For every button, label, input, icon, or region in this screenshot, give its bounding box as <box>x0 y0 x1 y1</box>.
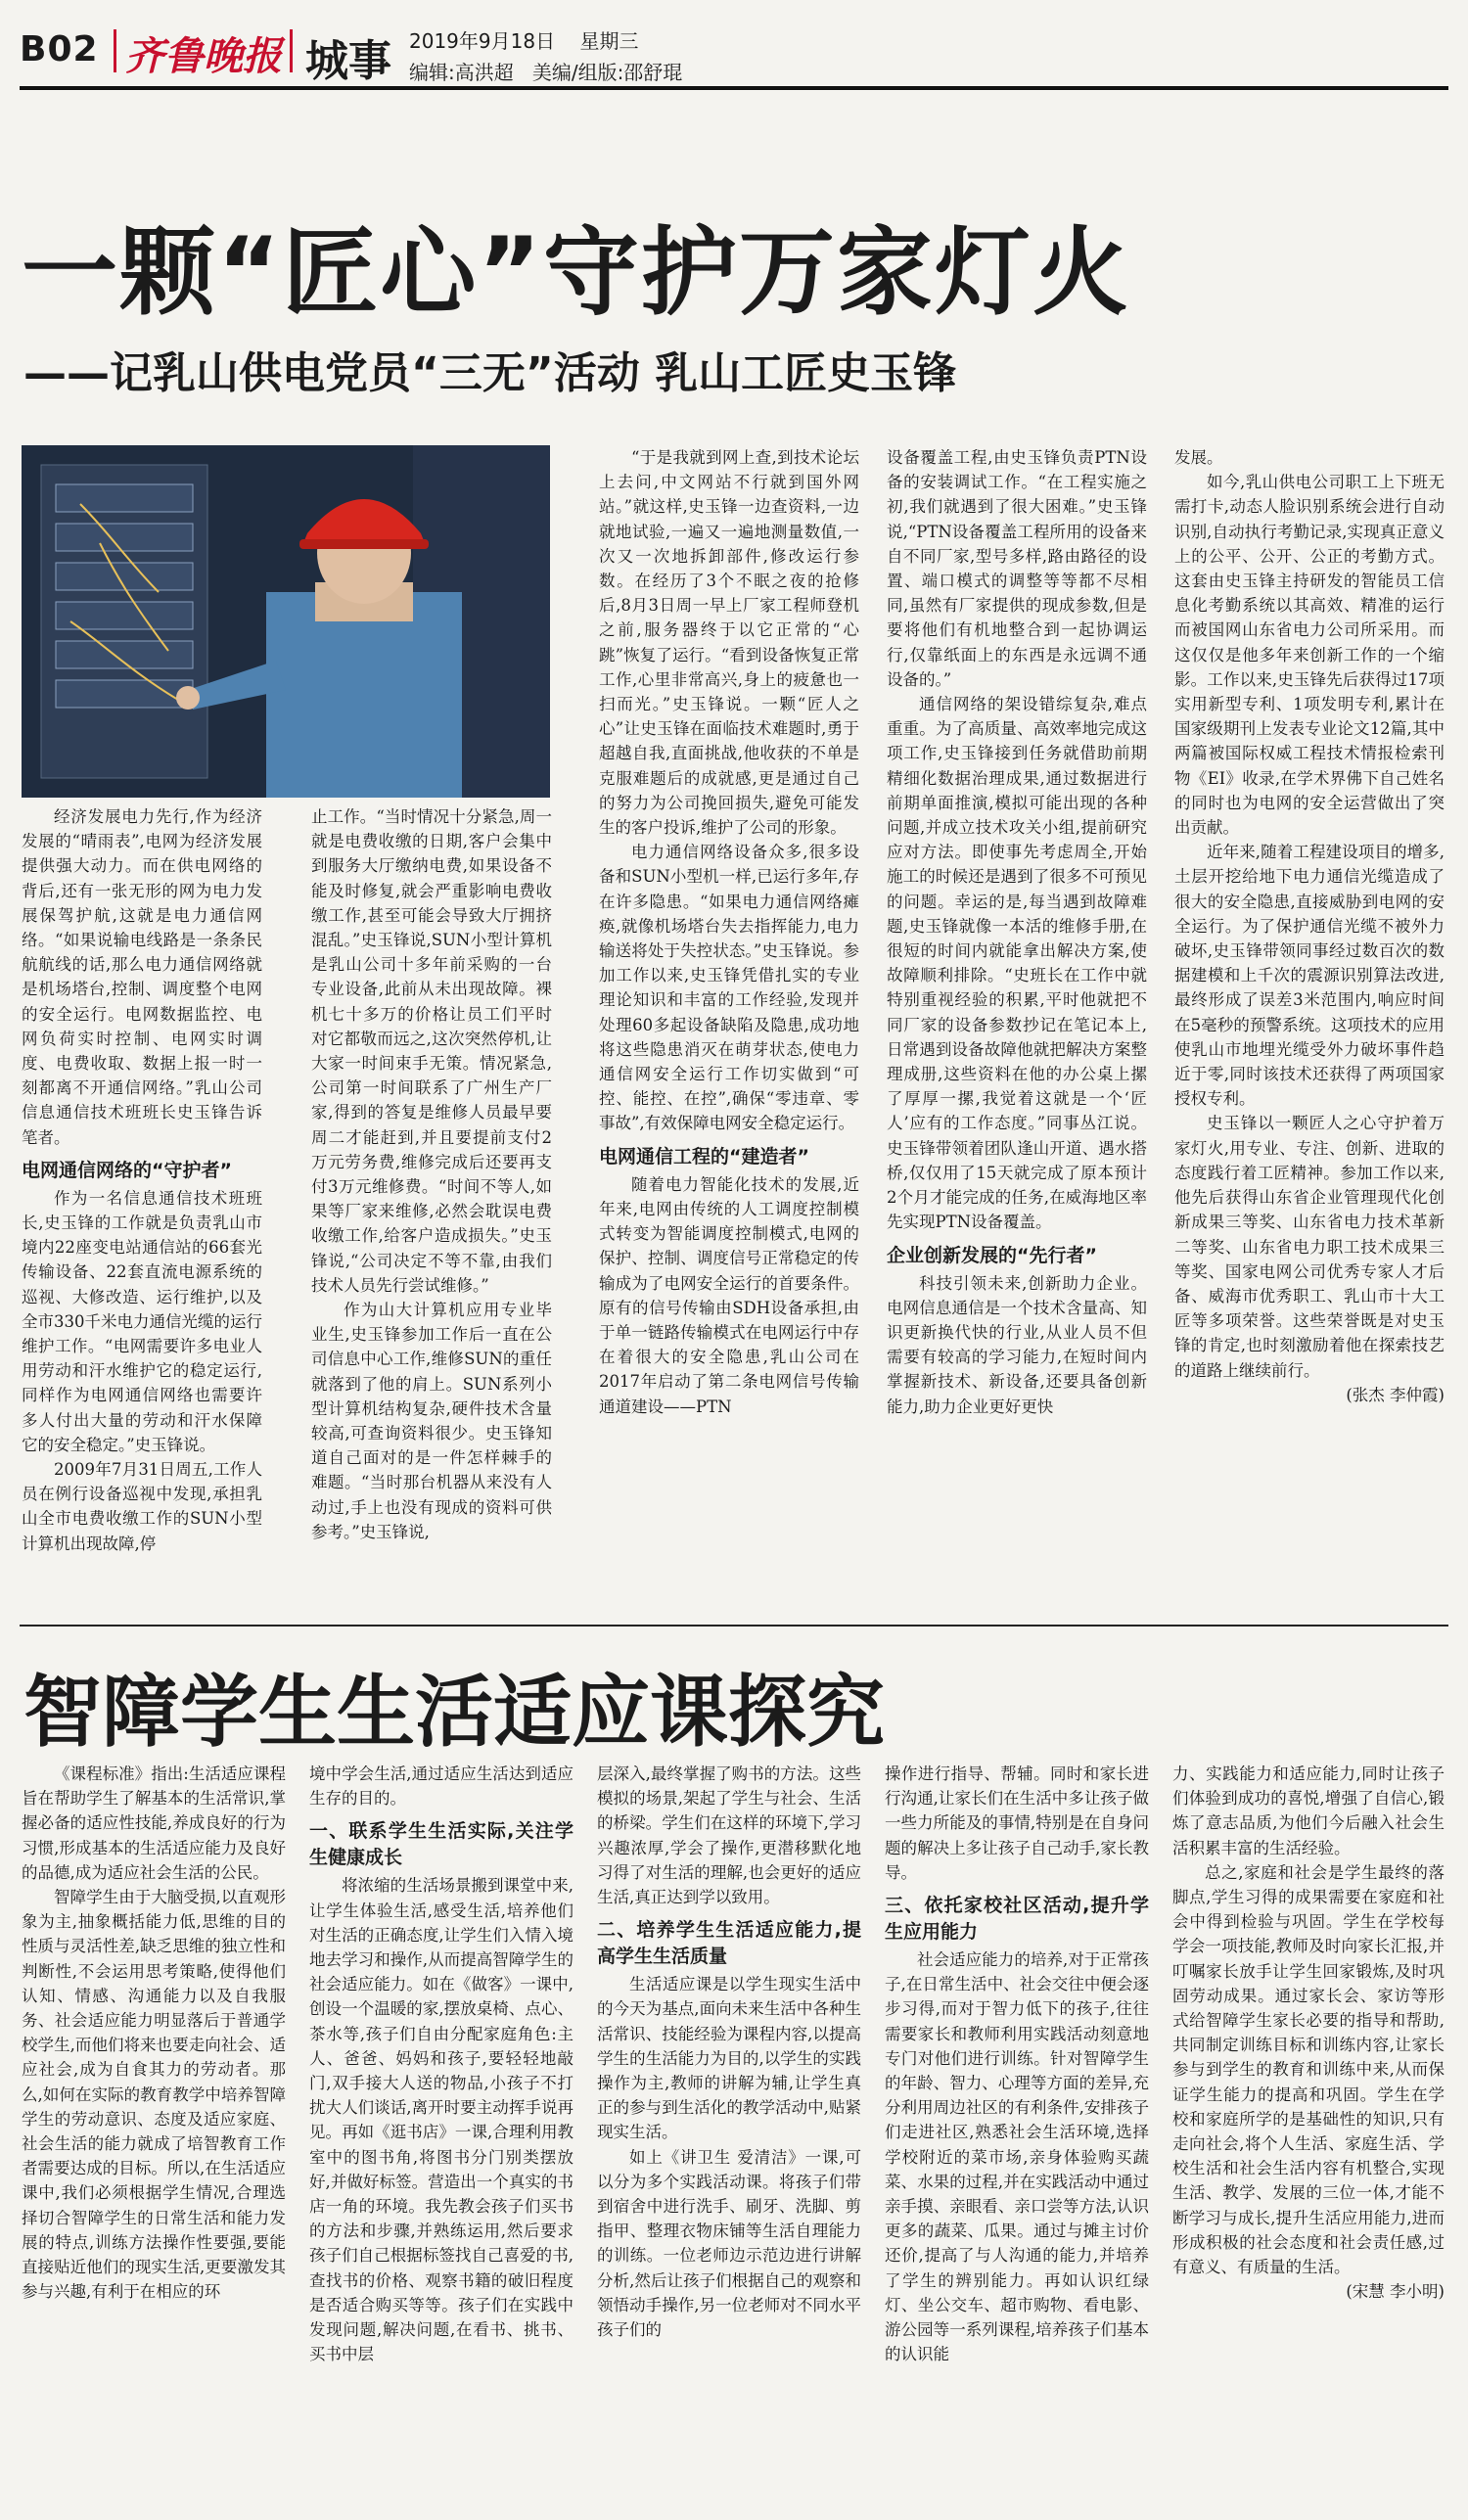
issue-weekday: 星期三 <box>579 29 639 53</box>
paragraph: 境中学会生活,通过适应生活达到适应生存的目的。 <box>309 1764 573 1809</box>
paragraph: 随着电力智能化技术的发展,近年来,电网由传统的人工调度控制模式转变为智能调度控制模式,电网的保护、控制、调度信号正常稳定的传输成为了电网安全运行的首要条件。原有的信号传输由SDH设备承担,由于单一链路传输模式在电网运行中存在着很大的安全隐患,乳山公司在2017年启动了第二条电网信号传输通道建设——PTN <box>599 1174 859 1416</box>
section-heading: 企业创新发展的“先行者” <box>887 1244 1097 1266</box>
section-heading: 一、联系学生生活实际,关注学生健康成长 <box>309 1820 573 1869</box>
paragraph: 通信网络的架设错综复杂,难点重重。为了高质量、高效率地完成这项工作,史玉锋接到任务就借助前期精细化数据治理成果,通过数据进行前期单面推演,模拟可能出现的各种问题,并成立技术攻关小组,提前研究应对方法。即使事先考虑周全,开始施工的时候还是遇到了很多不可预见的问题。幸运的是,每当遇到故障难题,史玉锋就像一本活的维修手册,在很短的时间内就能拿出解决方案,使故障顺利排除。“史班长在工作中就特别重视经验的积累,平时他就把不同厂家的设备参数抄记在笔记本上,日常遇到设备故障他就把解决方案整理成册,这些资料在他的办公桌上摞了厚厚一摞,我觉着这就是一个‘匠人’应有的工作态度。”同事丛江说。史玉锋带领着团队逢山开道、遇水搭桥,仅仅用了15天就完成了原本预计2个月才能完成的任务,在威海地区率先实现PTN设备覆盖。 <box>887 695 1147 1232</box>
paragraph: 2009年7月31日周五,工作人员在例行设备巡视中发现,承担乳山全市电费收缴工作的SUN小型计算机出现故障,停 <box>22 1460 262 1553</box>
paragraph: 科技引领未来,创新助力企业。电网信息通信是一个技术含量高、知识更新换代快的行业,从业人员不但需要有较高的学习能力,在短时间内掌握新技术、新设备,还要具备创新能力,助力企业更好更快 <box>887 1273 1147 1416</box>
article2-headline: 智障学生生活适应课探究 <box>23 1667 885 1758</box>
editor-line <box>409 57 682 85</box>
newspaper-logo: 齐鲁晚报 <box>125 33 282 79</box>
section-heading: 电网通信网络的“守护者” <box>22 1159 232 1181</box>
page-number: B02 <box>20 29 99 69</box>
article1-column-5 <box>1174 445 1445 1615</box>
photo-illustration <box>22 445 550 798</box>
article1-column-4 <box>887 445 1147 1615</box>
paragraph: 作为一名信息通信技术班班长,史玉锋的工作就是负责乳山市境内22座变电站通信站的66套光传输设备、22套直流电源系统的巡视、大修改造、运行维护,以及全市330千米电力通信光缆的运行维护工作。“电网需要许多电业人用劳动和汗水维护它的稳定运行,同样作为电网通信网络也需要许多人付出大量的劳动和汗水保障它的安全稳定。”史玉锋说。 <box>22 1188 262 1454</box>
designer-credit: 美编/组版:邵舒琨 <box>531 61 683 84</box>
article1-column-2 <box>311 804 552 1615</box>
paragraph: 智障学生由于大脑受损,以直观形象为主,抽象概括能力低,思维的目的性质与灵活性差,缺乏思维的独立性和判断性,不会运用思考策略,使得他们认知、情感、沟通能力以及自我服务、社会适应能力明显落后于普通学校学生,而他们将来也要走向社会、适应社会,成为自食其力的劳动者。那么,如何在实际的教育教学中培养智障学生的劳动意识、态度及适应家庭、社会生活的能力就成了培智教育工作者需要达成的目标。所以,在生活适应课中,我们必须根据学生情况,合理选择切合智障学生的日常生活和能力发展的特点,训练方法操作性要强,要能直接贴近他们的现实生活,更要激发其参与兴趣,有利于在相应的环 <box>22 1888 286 2302</box>
masthead-divider <box>114 29 116 72</box>
paragraph: 史玉锋以一颗匠人之心守护着万家灯火,用专业、专注、创新、进取的态度践行着工匠精神。参加工作以来,他先后获得山东省企业管理现代化创新成果三等奖、山东省电力技术革新二等奖、山东省电力职工技术成果三等奖、国家电网公司优秀专家人才后备、威海市优秀职工、乳山市十大工匠等多项荣誉。这些荣誉既是对史玉锋的肯定,也时刻激励着他在探索技艺的道路上继续前行。 <box>1174 1114 1445 1380</box>
section-heading: 电网通信工程的“建造者” <box>599 1145 809 1168</box>
article1-column-1 <box>22 804 262 1615</box>
paragraph: 生活适应课是以学生现实生活中的今天为基点,面向未来生活中各种生活常识、技能经验为课程内容,以提高学生的生活能力为目的,以学生的实践操作为主,教师的讲解为辅,让学生真正的参与到生活化的教学活动中,贴紧现实生活。 <box>597 1975 861 2142</box>
paragraph: 近年来,随着工程建设项目的增多,土层开挖给地下电力通信光缆造成了很大的安全隐患,直接威胁到电网的安全运行。为了保护通信光缆不被外力破坏,史玉锋带领同事经过数百次的数据建模和上千次的震源识别算法改进,最终形成了误差3米范围内,响应时间在5毫秒的预警系统。这项技术的应用使乳山市地埋光缆受外力破坏事件趋近于零,同时该技术还获得了两项国家授权专利。 <box>1174 843 1445 1109</box>
author-byline: (张杰 李仲霞) <box>1346 1385 1445 1404</box>
paragraph: 将浓缩的生活场景搬到课堂中来,让学生体验生活,感受生活,培养他们对生活的正确态度,让学生们入情入境地去学习和操作,从而提高智障学生的社会适应能力。如在《做客》一课中,创设一个温暖的家,摆放桌椅、点心、茶水等,孩子们自由分配家庭角色:主人、爸爸、妈妈和孩子,要轻轻地敲门,双手接大人送的物品,小孩子不打扰大人们谈话,离开时要主动挥手说再见。再如《逛书店》一课,合理利用教室中的图书角,将图书分门别类摆放好,并做好标签。营造出一个真实的书店一角的环境。我先教会孩子们买书的方法和步骤,并熟练运用,然后要求孩子们自己根据标签找自己喜爱的书,查找书的价格、观察书籍的破旧程度是否适合购买等等。孩子们在实践中发现问题,解决问题,在看书、挑书、买书中层 <box>309 1876 573 2364</box>
paragraph: 电力通信网络设备众多,很多设备和SUN小型机一样,已运行多年,存在许多隐患。“如果电力通信网络瘫痪,就像机场塔台失去指挥能力,电力输送将处于失控状态。”史玉锋说。参加工作以来,史玉锋凭借扎实的专业理论知识和丰富的工作经验,发现并处理60多起设备缺陷及隐患,成功地将这些隐患消灭在萌芽状态,使电力通信网安全运行工作切实做到“可控、能控、在控”,确保“零违章、零事故”,有效保障电网安全稳定运行。 <box>599 843 859 1133</box>
paragraph: 社会适应能力的培养,对于正常孩子,在日常生活中、社会交往中便会逐步习得,而对于智力低下的孩子,往往需要家长和教师利用实践活动刻意地专门对他们进行训练。针对智障学生的年龄、智力、心理等方面的差异,充分利用周边社区的有利条件,安排孩子们走进社区,熟悉社会生活环境,选择学校附近的菜市场,亲身体验购买蔬菜、水果的过程,并在实践活动中通过亲手摸、亲眼看、亲口尝等方法,认识更多的蔬菜、瓜果。通过与摊主讨价还价,提高了与人沟通的能力,并培养了学生的辨别能力。再如认识红绿灯、坐公交车、超市购物、看电影、游公园等一系列课程,培养孩子们基本的认识能 <box>885 1950 1149 2364</box>
paragraph: 总之,家庭和社会是学生最终的落脚点,学生习得的成果需要在家庭和社会中得到检验与巩固。学生在学校每学会一项技能,教师及时向家长汇报,并叮嘱家长放手让学生回家锻炼,及时巩固劳动成果。通过家长会、家访等形式给智障学生家长必要的指导和帮助,共同制定训练目标和训练内容,让家长参与到学生的教育和训练中来,从而保证学生能力的提高和巩固。学生在学校和家庭所学的是基础性的知识,只有走向社会,将个人生活、家庭生活、学校生活和社会生活内容有机整合,实现生活、教学、发展的三位一体,才能不断学习与成长,提升生活应用能力,进而形成积极的社会态度和社会责任感,过有意义、有质量的生活。 <box>1172 1862 1445 2277</box>
article-divider <box>20 1625 1448 1627</box>
issue-date-line <box>409 25 639 54</box>
section-heading: 三、依托家校社区活动,提升学生应用能力 <box>885 1895 1149 1944</box>
paragraph: 如上《讲卫生 爱清洁》一课,可以分为多个实践活动课。将孩子们带到宿舍中进行洗手、刷牙、洗脚、剪指甲、整理衣物床铺等生活自理能力的训练。一位老师边示范边进行讲解分析,然后让孩子们根据自己的观察和领悟动手操作,另一位老师对不同水平孩子们的 <box>597 2147 861 2340</box>
author-byline: (宋慧 李小明) <box>1346 2282 1445 2302</box>
article2-column-3 <box>597 1762 861 2505</box>
paragraph: 发展。 <box>1174 448 1223 467</box>
issue-date: 2019年9月18日 <box>409 29 556 53</box>
article2-column-1 <box>22 1762 286 2505</box>
paragraph: 如今,乳山供电公司职工上下班无需打卡,动态人脸识别系统会进行自动识别,自动执行考勤记录,实现真正意义上的公平、公开、公正的考勤方式。这套由史玉锋主持研发的智能员工信息化考勤系统以其高效、精准的运行而被国网山东省电力公司所采用。而这仅仅是他多年来创新工作的一个缩影。工作以来,史玉锋先后获得过17项实用新型专利、1项发明专利,累计在国家级期刊上发表专业论文12篇,其中两篇被国际权威工程技术情报检索刊物《EI》收录,在学术界佛下自己姓名的同时也为电网的安全运营做出了突出贡献。 <box>1174 473 1445 838</box>
paragraph: 《课程标准》指出:生活适应课程旨在帮助学生了解基本的生活常识,掌握必备的适应性技能,养成良好的行为习惯,形成基本的生活适应能力及良好的品德,成为适应社会生活的公民。 <box>22 1764 286 1882</box>
paragraph: 止工作。“当时情况十分紧急,周一就是电费收缴的日期,客户会集中到服务大厅缴纳电费,如果设备不能及时修复,就会严重影响电费收缴工作,甚至可能会导致大厅拥挤混乱。”史玉锋说,SUN小型计算机是乳山公司十多年前采购的一台专业设备,此前从未出现故障。裸机七十多万的价格让员工们平时对它都敬而远之,这次突然停机,让大家一时间束手无策。情况紧急,公司第一时间联系了广州生产厂家,得到的答复是维修人员最早要周二才能赶到,并且要提前支付2万元劳务费,维修完成后还要再支付3万元维修费。“时间不等人,如果等厂家来维修,必然会耽误电费收缴工作,给客户造成损失。”史玉锋说,“公司决定不等不靠,由我们技术人员先行尝试维修。” <box>311 807 552 1295</box>
masthead-rule <box>20 86 1448 90</box>
paragraph: 力、实践能力和适应能力,同时让孩子们体验到成功的喜悦,增强了自信心,锻炼了意志品质,为他们今后融入社会生活积累丰富的生活经验。 <box>1172 1764 1445 1857</box>
masthead <box>20 12 1448 85</box>
article2-column-2 <box>309 1762 573 2505</box>
article1-subheadline: ——记乳山供电党员“三无”活动 乳山工匠史玉锋 <box>23 348 957 398</box>
article1-headline: 一颗“匠心”守护万家灯火 <box>22 217 1130 329</box>
paragraph: 经济发展电力先行,作为经济发展的“晴雨表”,电网为经济发展提供强大动力。而在供电网络的背后,还有一张无形的网为电力发展保驾护航,这就是电力通信网络。“如果说输电线路是一条条民航航线的话,那么电力通信网络就是机场塔台,控制、调度整个电网的安全运行。电网数据监控、电网负荷实时控制、电网实时调度、电费收取、数据上报一时一刻都离不开通信网络。”乳山公司信息通信技术班班长史玉锋告诉笔者。 <box>22 807 262 1147</box>
section-heading: 二、培养学生生活适应能力,提高学生生活质量 <box>597 1919 861 1968</box>
paragraph: 设备覆盖工程,由史玉锋负责PTN设备的安装调试工作。“在工程实施之初,我们就遇到了很大困难。”史玉锋说,“PTN设备覆盖工程所用的设备来自不同厂家,型号多样,路由路径的设置、端口模式的调整等等都不尽相同,虽然有厂家提供的现成参数,但是要将他们有机地整合到一起协调运行,仅靠纸面上的东西是永远调不通设备的。” <box>887 448 1147 689</box>
paragraph: 层深入,最终掌握了购书的方法。这些模拟的场景,架起了学生与社会、生活的桥梁。学生们在这样的环境下,学习兴趣浓厚,学会了操作,更潜移默化地习得了对生活的理解,也会更好的适应生活,真正达到学以致用。 <box>597 1764 861 1907</box>
paragraph: 操作进行指导、帮辅。同时和家长进行沟通,让家长们在生活中多让孩子做一些力所能及的事情,特别是在自身问题的解决上多让孩子自己动手,家长教导。 <box>885 1764 1149 1882</box>
editor-credit: 编辑:高洪超 <box>409 61 514 84</box>
article2-column-5 <box>1172 1762 1445 2505</box>
article1-column-3 <box>599 445 859 1615</box>
worker-photo <box>22 445 550 798</box>
masthead-divider <box>290 29 293 72</box>
section-name: 城事 <box>305 36 391 86</box>
paragraph: “于是我就到网上查,到技术论坛上去问,中文网站不行就到国外网站。”就这样,史玉锋一边查资料,一边就地试验,一遍又一遍地测量数值,一次又一次地拆卸部件,修改运行参数。在经历了3个不眠之夜的抢修后,8月3日周一早上厂家工程师登机之前,服务器终于以它正常的“心跳”恢复了运行。“看到设备恢复正常工作,心里非常高兴,身上的疲惫也一扫而光。”史玉锋说。一颗“匠人之心”让史玉锋在面临技术难题时,勇于超越自我,直面挑战,他收获的不单是克服难题后的成就感,更是通过自己的努力为公司挽回损失,避免可能发生的客户投诉,维护了公司的形象。 <box>599 448 859 838</box>
article2-column-4 <box>885 1762 1149 2505</box>
paragraph: 作为山大计算机应用专业毕业生,史玉锋参加工作后一直在公司信息中心工作,维修SUN的重任就落到了他的肩上。SUN系列小型计算机结构复杂,硬件技术含量较高,可查询资料很少。史玉锋知道自己面对的是一件怎样棘手的难题。“当时那台机器从来没有人动过,手上也没有现成的资料可供参考。”史玉锋说, <box>311 1301 552 1541</box>
